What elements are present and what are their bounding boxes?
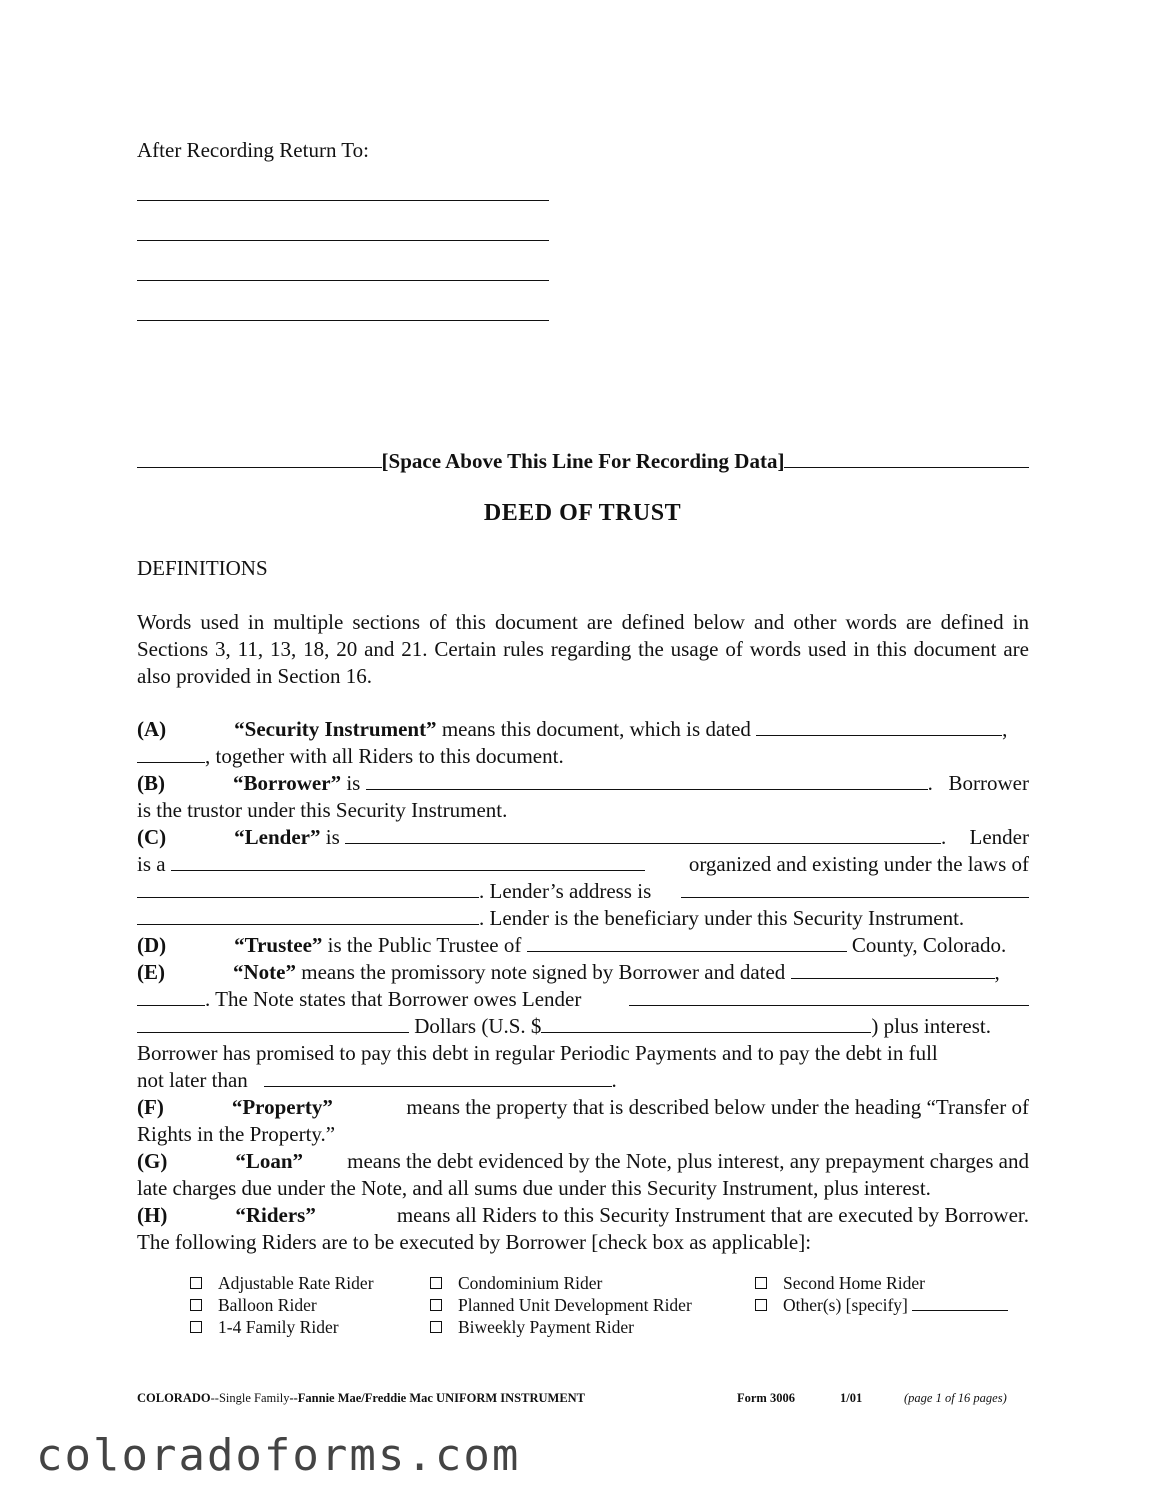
def-f-line-1 <box>137 1094 1029 1121</box>
def-g-text: means the debt evidenced by the Note, plus interest, any prepayment charges and <box>347 1149 1029 1173</box>
lender-address-field-1[interactable] <box>681 878 1029 898</box>
def-e-line-4: Borrower has promised to pay this debt in regular Periodic Payments and to pay the debt in full <box>137 1041 938 1065</box>
def-a-letter: (A) <box>137 717 167 741</box>
def-e-text: means the promissory note signed by Borrower and dated <box>301 960 786 984</box>
def-g-line-2: late charges due under the Note, and all sums due under this Security Instrument, plus interest. <box>137 1176 931 1200</box>
document-title: DEED OF TRUST <box>483 500 682 526</box>
def-c-text-5: . Lender’s address is <box>479 879 652 903</box>
def-a-line-2 <box>137 743 1029 770</box>
borrower-name-field[interactable] <box>366 770 928 790</box>
def-b-text-2: Borrower <box>948 771 1029 795</box>
definitions-heading: DEFINITIONS <box>137 556 268 580</box>
definitions-intro: Words used in multiple sections of this document are defined below and other words are defined in Sections 3, 11, 13, 18, 20 and 21. Certain rules regarding the usage of words used in this document are also provided in Section 16. <box>137 610 1029 688</box>
recording-data-separator <box>137 445 1029 474</box>
rider-label: Biweekly Payment Rider <box>458 1317 634 1337</box>
rider-balloon[interactable] <box>190 1294 317 1316</box>
def-e-line-2 <box>137 986 1029 1013</box>
rider-label: Other(s) [specify] <box>783 1295 908 1315</box>
site-watermark: coloradoforms.com <box>36 1430 521 1481</box>
def-e-line-5: not later than . <box>137 1068 617 1092</box>
def-h-line-2: The following Riders are to be executed by Borrower [check box as applicable]: <box>137 1230 812 1254</box>
def-c-text-2: Lender <box>969 825 1029 849</box>
footer-instrument <box>137 1388 585 1408</box>
def-b-line-1: (B) “Borrower” is . Borrower <box>137 771 1029 795</box>
return-to-label: After Recording Return To: <box>137 138 370 162</box>
lender-jurisdiction-field[interactable] <box>137 878 479 898</box>
def-c-term: “Lender” <box>234 825 321 849</box>
security-instrument-year-field[interactable] <box>137 743 205 763</box>
def-c-line-2 <box>137 851 1029 878</box>
lender-address-field-2[interactable] <box>137 905 479 925</box>
def-h-term: “Riders” <box>235 1203 316 1227</box>
def-e-term: “Note” <box>233 960 296 984</box>
security-instrument-date-field[interactable] <box>756 716 1002 736</box>
footer-form-number: Form 3006 <box>737 1391 795 1405</box>
def-b-line-2: is the trustor under this Security Instrument. <box>137 798 508 822</box>
def-e-text-2: . The Note states that Borrower owes Lender <box>205 987 582 1011</box>
separator-rule-right <box>784 445 1029 468</box>
checkbox[interactable] <box>190 1277 202 1289</box>
def-c-text-6: . Lender is the beneficiary under this Security Instrument. <box>479 906 965 930</box>
checkbox[interactable] <box>430 1321 442 1333</box>
def-c-line-1: (C) “Lender” is . Lender <box>137 825 1029 849</box>
rider-label: Adjustable Rate Rider <box>218 1273 374 1293</box>
rider-condominium[interactable] <box>430 1272 602 1294</box>
def-a-term: “Security Instrument” <box>234 717 437 741</box>
footer-state: COLORADO <box>137 1391 211 1405</box>
def-a-line-1: (A) “Security Instrument” means this document, which is dated , <box>137 717 1008 741</box>
def-c-text-4: organized and existing under the laws of <box>688 852 1029 876</box>
def-f-term: “Property” <box>231 1095 333 1119</box>
def-b-term: “Borrower” <box>233 771 342 795</box>
def-d-text: is the Public Trustee of <box>327 933 522 957</box>
def-d-text-2: County, Colorado. <box>851 933 1007 957</box>
def-f-text: means the property that is described below under the heading “Transfer of <box>406 1095 1029 1119</box>
trustee-county-field[interactable] <box>527 932 847 952</box>
checkbox[interactable] <box>755 1277 767 1289</box>
rider-biweekly-payment[interactable] <box>430 1316 634 1338</box>
return-address-line-3[interactable] <box>137 280 549 281</box>
checkbox[interactable] <box>190 1321 202 1333</box>
checkbox[interactable] <box>755 1299 767 1311</box>
footer-form-date: 1/01 <box>840 1391 863 1405</box>
rider-adjustable-rate[interactable] <box>190 1272 374 1294</box>
def-c-text: is <box>325 825 340 849</box>
rider-pud[interactable] <box>430 1294 692 1316</box>
def-e-text-6: not later than <box>137 1068 248 1092</box>
space-above-label: [Space Above This Line For Recording Data] <box>381 449 785 473</box>
return-address-line-2[interactable] <box>137 240 549 241</box>
rider-1-4-family[interactable] <box>190 1316 339 1338</box>
def-c-text-3: is a <box>137 852 166 876</box>
def-h-letter: (H) <box>137 1203 168 1227</box>
def-e-text-4: ) plus interest. <box>871 1014 991 1038</box>
rider-other[interactable] <box>755 1294 1008 1316</box>
footer-page-number: (page 1 of 16 pages) <box>904 1391 1007 1405</box>
checkbox[interactable] <box>190 1299 202 1311</box>
note-date-field[interactable] <box>791 959 995 979</box>
loan-amount-words-field-2[interactable] <box>137 1013 409 1033</box>
separator-rule-left <box>137 445 382 468</box>
maturity-date-field[interactable] <box>264 1067 612 1087</box>
def-g-line-1 <box>137 1148 1029 1175</box>
def-d-letter: (D) <box>137 933 167 957</box>
def-c-letter: (C) <box>137 825 167 849</box>
lender-entity-type-field[interactable] <box>171 851 645 871</box>
def-h-text: means all Riders to this Security Instrument that are executed by Borrower. <box>396 1203 1029 1227</box>
def-e-text-3: Dollars (U.S. $ <box>414 1014 542 1038</box>
def-e-line-3 <box>137 1013 1029 1040</box>
def-e-letter: (E) <box>137 960 165 984</box>
rider-label: Condominium Rider <box>458 1273 603 1293</box>
def-d-line <box>137 932 1029 959</box>
footer-instrument-name: --Fannie Mae/Freddie Mac UNIFORM INSTRUMENT <box>289 1391 586 1405</box>
checkbox[interactable] <box>430 1299 442 1311</box>
def-e-line-1: (E) “Note” means the promissory note signed by Borrower and dated , <box>137 960 1000 984</box>
def-d-term: “Trustee” <box>234 933 323 957</box>
def-a-text: means this document, which is dated <box>441 717 751 741</box>
other-rider-specify-field[interactable] <box>912 1295 1008 1311</box>
def-b-text: is <box>346 771 361 795</box>
def-f-letter: (F) <box>137 1095 164 1119</box>
loan-amount-dollars-field[interactable] <box>541 1013 871 1033</box>
def-g-letter: (G) <box>137 1149 168 1173</box>
loan-amount-words-field-1[interactable] <box>629 986 1029 1006</box>
lender-name-field[interactable] <box>345 824 941 844</box>
rider-second-home[interactable] <box>755 1272 925 1294</box>
rider-label: 1-4 Family Rider <box>218 1317 339 1337</box>
def-a-text-2: , together with all Riders to this document. <box>205 744 564 768</box>
page-footer <box>137 1388 1029 1408</box>
def-c-line-4 <box>137 905 1029 932</box>
def-h-line-1 <box>137 1202 1029 1229</box>
def-b-letter: (B) <box>137 771 165 795</box>
def-f-line-2: Rights in the Property.” <box>137 1122 336 1146</box>
return-address-line-1[interactable] <box>137 200 549 201</box>
return-address-line-4[interactable] <box>137 320 549 321</box>
rider-label: Balloon Rider <box>218 1295 317 1315</box>
footer-family: --Single Family <box>210 1391 290 1405</box>
def-g-term: “Loan” <box>235 1149 304 1173</box>
note-year-field[interactable] <box>137 986 205 1006</box>
checkbox[interactable] <box>430 1277 442 1289</box>
rider-label: Second Home Rider <box>783 1273 925 1293</box>
def-c-line-3 <box>137 878 1029 905</box>
rider-label: Planned Unit Development Rider <box>458 1295 692 1315</box>
